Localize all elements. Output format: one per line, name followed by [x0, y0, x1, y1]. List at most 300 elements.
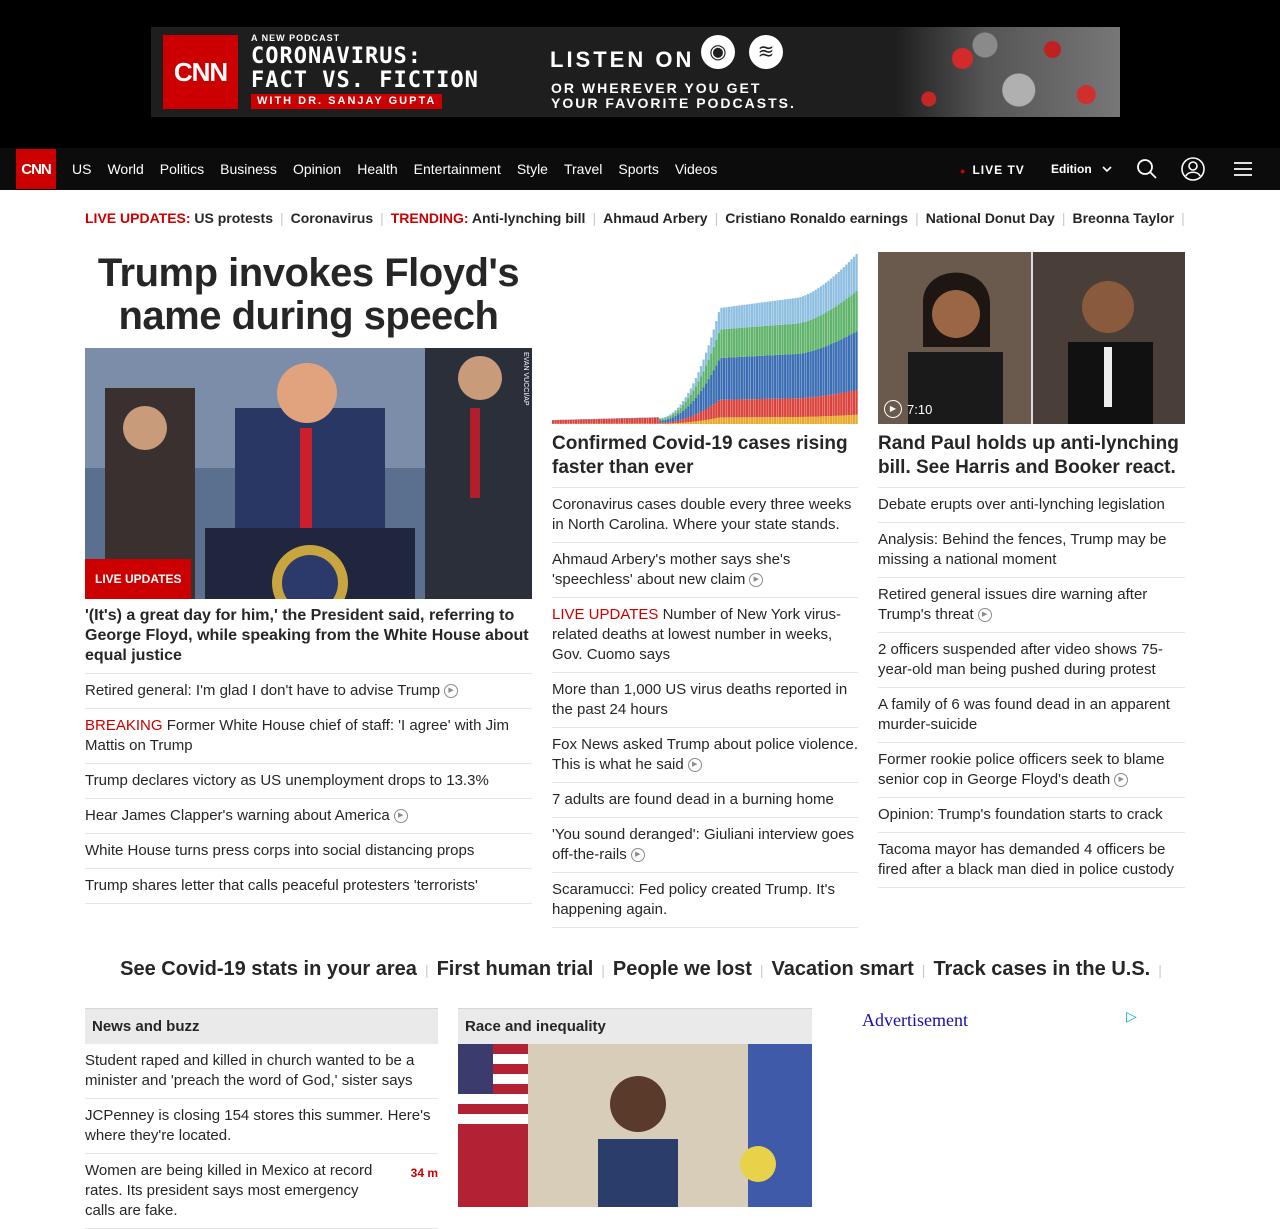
chart-bar-segment [695, 378, 697, 386]
chart-bar-segment [789, 324, 791, 354]
chart-bar-segment [853, 333, 855, 391]
chart-bar-segment [682, 401, 684, 405]
news-story[interactable] [85, 1154, 438, 1229]
chart-bar-segment [774, 399, 776, 417]
video-play-icon: ▶ [631, 848, 645, 862]
ad-or-line-1: OR WHEREVER YOU GET [551, 81, 796, 96]
chart-bar-segment [733, 417, 735, 424]
chart-bar-segment [731, 306, 733, 328]
chart-bar-segment [731, 329, 733, 358]
chart-bar-segment [766, 399, 768, 417]
chart-bar-segment [838, 341, 840, 394]
chart-bar-segment [680, 413, 682, 420]
chart-bar-segment [746, 357, 748, 400]
chart-bar-segment [845, 265, 847, 299]
chart-bar-segment [845, 392, 847, 415]
chart-bar-segment [825, 312, 827, 346]
right-story-list [878, 488, 1185, 888]
chart-bar-segment [817, 397, 819, 417]
chart-bar-segment [736, 306, 738, 328]
chart-bar-segment [713, 404, 715, 418]
chart-bar-segment [753, 417, 755, 424]
chart-bar-segment [784, 324, 786, 354]
chart-bar-segment [713, 419, 715, 424]
chart-bar-segment [815, 417, 817, 424]
trending-live-topic[interactable]: US protests [194, 210, 273, 226]
chart-bar-segment [820, 315, 822, 348]
lead-headline[interactable]: Trump invokes Floyd's name during speech [85, 252, 532, 338]
feature-link[interactable]: See Covid-19 stats in your area [120, 958, 417, 980]
story-link[interactable] [552, 783, 858, 818]
chart-bar-segment [753, 399, 755, 417]
chart-bar-segment [738, 399, 740, 417]
chart-bar-segment [782, 399, 784, 417]
chart-bar-segment [792, 354, 794, 398]
story-text: Trump shares letter that calls peaceful protesters 'terrorists' [85, 877, 478, 894]
chart-bar-segment [659, 419, 661, 421]
chart-bar-segment [838, 304, 840, 340]
news-story[interactable] [85, 1044, 438, 1099]
chart-bar-segment [769, 417, 771, 424]
chart-bar-segment [733, 357, 735, 399]
chart-bar-segment [664, 420, 666, 423]
chart-bar-segment [733, 328, 735, 357]
story-link[interactable] [878, 743, 1185, 798]
chart-bar-segment [715, 321, 717, 340]
chart-bar-segment [756, 327, 758, 356]
chart-bar-segment [807, 417, 809, 424]
chart-bar-segment [848, 415, 850, 424]
chart-bar-segment [723, 358, 725, 400]
story-text: 7 adults are found dead in a burning home [552, 791, 834, 808]
feature-link[interactable]: First human trial [437, 958, 594, 980]
chart-bar-segment [787, 354, 789, 398]
chart-bar-segment [708, 379, 710, 407]
news-story-text: Student raped and killed in church wanted to be a minister and 'preach the word of God,' sister says [85, 1051, 438, 1091]
chart-bar-segment [736, 357, 738, 399]
chart-bar-segment [674, 413, 676, 416]
nav-item-videos[interactable]: Videos [675, 161, 718, 177]
chart-bar-segment [784, 417, 786, 424]
lead-column [85, 252, 532, 904]
trending-item[interactable]: Cristiano Ronaldo earnings [725, 210, 908, 226]
chart-bar-segment [572, 420, 574, 424]
chart-bar-segment [807, 398, 809, 417]
chart-bar-segment [733, 306, 735, 328]
race-and-inequality-title[interactable]: Race and inequality [458, 1008, 812, 1044]
story-link[interactable] [552, 728, 858, 783]
chart-bar-segment [769, 301, 771, 325]
chart-bar-segment [792, 324, 794, 354]
chart-bar-segment [833, 308, 835, 343]
chart-headline[interactable]: Confirmed Covid-19 cases rising faster than ever [552, 424, 858, 488]
chart-bar-segment [687, 393, 689, 398]
trending-item[interactable]: Ahmaud Arbery [603, 210, 708, 226]
chart-bar-segment [705, 366, 707, 384]
chart-bar-segment [794, 417, 796, 424]
story-text: Former White House chief of staff: 'I agree' with Jim Mattis on Trump [85, 717, 509, 754]
podcast-ad-banner[interactable] [151, 27, 1120, 117]
chart-bar-segment [708, 408, 710, 420]
chart-bar-segment [843, 301, 845, 338]
chart-bar-segment [723, 417, 725, 424]
chart-bar-segment [702, 420, 704, 424]
divider: | [592, 210, 596, 226]
chart-bar-segment [804, 398, 806, 417]
story-text: Hear James Clapper's warning about America [85, 807, 390, 824]
story-link[interactable] [85, 834, 532, 869]
news-and-buzz-section [85, 1008, 438, 1229]
chart-bar-segment [705, 409, 707, 420]
chart-bar-segment [680, 423, 682, 424]
chart-bar-segment [761, 399, 763, 417]
story-link[interactable] [85, 799, 532, 834]
live-dot-icon: ● [960, 166, 966, 176]
chart-bar-segment [833, 416, 835, 424]
divider: | [715, 210, 719, 226]
chart-bar-segment [807, 294, 809, 321]
chart-bar-segment [621, 418, 623, 423]
lead-summary[interactable]: '(It's) a great day for him,' the President said, referring to George Floyd, while speaking from the White House about equal justice [85, 599, 532, 674]
story-text: 'You sound deranged': Giuliani interview goes off-the-rails [552, 826, 854, 863]
chart-bar-segment [787, 398, 789, 417]
story-link[interactable] [878, 523, 1185, 578]
rand-paul-video[interactable] [878, 252, 1185, 424]
chart-bar-segment [588, 419, 590, 423]
chart-bar-segment [843, 393, 845, 416]
chart-bar-segment [804, 295, 806, 322]
chart-bar-segment [736, 328, 738, 357]
chart-bar-segment [674, 423, 676, 424]
chart-bar-segment [797, 298, 799, 324]
chart-bar-segment [753, 303, 755, 326]
search-icon[interactable] [1134, 156, 1160, 182]
nav-item-business[interactable]: Business [220, 161, 277, 177]
news-story-text: JCPenney is closing 154 stores this summer. Here's where they're located. [85, 1106, 438, 1146]
nav-item-us[interactable]: US [72, 161, 91, 177]
ad-headline-2: FACT VS. FICTION [251, 68, 479, 93]
chart-bar-segment [593, 419, 595, 424]
chart-bar-segment [764, 417, 766, 424]
chart-bar-segment [720, 400, 722, 418]
nav-item-world[interactable]: World [107, 161, 143, 177]
chart-bar-segment [835, 394, 837, 416]
story-link[interactable] [552, 598, 858, 673]
chart-bar-segment [669, 416, 671, 418]
story-link[interactable] [552, 488, 858, 543]
story-link[interactable] [552, 818, 858, 873]
news-story-list [85, 1044, 438, 1229]
chart-bar-segment [741, 357, 743, 400]
breonna-taylor-photo[interactable] [458, 1044, 812, 1207]
covid-chart[interactable] [552, 252, 858, 424]
nav-item-entertainment[interactable]: Entertainment [414, 161, 501, 177]
chart-bar-segment [855, 291, 857, 331]
news-story[interactable] [85, 1099, 438, 1154]
live-updates-badge: LIVE UPDATES [85, 559, 191, 599]
story-link[interactable] [552, 873, 858, 928]
ad-headline-1: CORONAVIRUS: [251, 44, 422, 69]
cnn-logo[interactable]: CNN [16, 149, 56, 189]
chart-bar-segment [743, 417, 745, 424]
chart-bar-segment [810, 417, 812, 424]
chart-bar-segment [840, 416, 842, 424]
chart-bar-segment [685, 409, 687, 419]
story-link[interactable] [85, 709, 532, 764]
menu-icon[interactable] [1230, 156, 1256, 182]
chart-bar-segment [848, 392, 850, 416]
news-story-text: Women are being killed in Mexico at record rates. Its president says most emergency calls are fake. [85, 1161, 438, 1221]
feature-links [85, 958, 1205, 981]
chart-bar-segment [807, 321, 809, 352]
chart-bar-segment [713, 329, 715, 346]
chart-bar-segment [827, 416, 829, 424]
trending-item[interactable]: Anti-lynching bill [472, 210, 586, 226]
chart-bar-segment [825, 416, 827, 424]
story-link[interactable] [878, 488, 1185, 523]
chart-bar-segment [626, 418, 628, 423]
chart-bar-segment [756, 399, 758, 417]
nav-item-politics[interactable]: Politics [160, 161, 204, 177]
chart-bar-segment [787, 324, 789, 354]
chart-bar-segment [651, 418, 653, 424]
chart-bar-segment [672, 423, 674, 424]
chart-bar-segment [764, 326, 766, 356]
chart-bar-segment [728, 329, 730, 358]
chart-bar-segment [700, 366, 702, 376]
story-link[interactable] [85, 674, 532, 709]
story-link[interactable] [878, 578, 1185, 633]
chart-bar-segment [764, 399, 766, 417]
chart-bar-segment [853, 293, 855, 333]
chart-bar-segment [590, 419, 592, 424]
chart-bar-segment [789, 354, 791, 398]
chart-bar-segment [751, 417, 753, 424]
live-tv-link[interactable] [960, 163, 1025, 177]
chart-bar-segment [728, 400, 730, 418]
lead-story-list [85, 674, 532, 904]
feature-link[interactable]: Track cases in the U.S. [933, 958, 1150, 980]
chart-bar-segment [685, 402, 687, 409]
trending-item[interactable]: National Donut Day [926, 210, 1055, 226]
chart-bar-segment [779, 300, 781, 325]
nav-item-health[interactable]: Health [357, 161, 397, 177]
chart-bar-segment [840, 270, 842, 303]
chart-bar-segment [804, 417, 806, 424]
story-text: Scaramucci: Fed policy created Trump. It's happening again. [552, 881, 835, 918]
chart-bar-segment [560, 420, 562, 424]
edition-label: Edition [1051, 162, 1092, 176]
video-play-icon: ▶ [1114, 773, 1128, 787]
trending-coronavirus[interactable]: Coronavirus [291, 210, 373, 226]
story-text: Trump declares victory as US unemployment drops to 13.3% [85, 772, 489, 789]
chart-bar-segment [680, 420, 682, 423]
nav-item-style[interactable]: Style [517, 161, 548, 177]
trending-label: TRENDING: [391, 210, 469, 226]
chart-bar-segment [843, 267, 845, 301]
chart-bar-segment [738, 328, 740, 357]
chart-bar-segment [782, 355, 784, 399]
chart-bar-segment [761, 417, 763, 424]
story-link[interactable] [85, 869, 532, 904]
chart-bar-segment [822, 416, 824, 424]
chart-bar-segment [850, 334, 852, 391]
divider: | [280, 210, 284, 226]
chart-bar-segment [595, 419, 597, 424]
chart-bar-segment [598, 419, 600, 424]
chart-bar-segment [827, 345, 829, 395]
chart-bar-segment [753, 356, 755, 399]
story-link[interactable] [552, 673, 858, 728]
chart-bar-segment [845, 415, 847, 424]
chart-bar-segment [674, 416, 676, 421]
chart-bar-segment [565, 420, 567, 424]
chart-bar-segment [820, 286, 822, 315]
race-and-inequality-section [458, 1008, 812, 1207]
chart-bar-segment [784, 299, 786, 324]
chart-bar-segment [725, 417, 727, 424]
chart-bar-segment [697, 372, 699, 381]
story-timestamp: 34 m [411, 1163, 438, 1183]
divider: | [915, 210, 919, 226]
divider: | [1181, 210, 1185, 226]
photo [458, 1044, 812, 1207]
story-link[interactable] [878, 633, 1185, 688]
chart-bar-segment [695, 386, 697, 397]
chart-bar-segment [687, 398, 689, 406]
chart-bar-segment [695, 398, 697, 415]
chart-bar-segment [797, 354, 799, 398]
trending-items [472, 210, 1192, 226]
chart-bar-segment [552, 420, 554, 424]
chart-bar-segment [746, 327, 748, 356]
chart-bar-segment [575, 420, 577, 424]
chart-bar-segment [779, 325, 781, 355]
chart-bar-segment [702, 371, 704, 387]
chart-bar-segment [776, 355, 778, 399]
story-text: Retired general issues dire warning after Trump's threat [878, 586, 1147, 623]
chart-bar-segment [794, 398, 796, 417]
feature-link[interactable]: People we lost [613, 958, 752, 980]
chart-bar-segment [794, 324, 796, 354]
chart-bar-segment [756, 417, 758, 424]
chart-bar-segment [715, 403, 717, 419]
nav-item-sports[interactable]: Sports [618, 161, 658, 177]
chart-bar-segment [723, 329, 725, 358]
chart-bar-segment [792, 298, 794, 323]
story-text: Analysis: Behind the fences, Trump may be missing a national moment [878, 531, 1166, 568]
story-link[interactable] [85, 764, 532, 799]
chart-bar-segment [715, 418, 717, 424]
nav-item-opinion[interactable]: Opinion [293, 161, 341, 177]
chart-bar-segment [741, 328, 743, 357]
video-play-icon: ▶ [444, 684, 458, 698]
chart-bar-segment [820, 396, 822, 416]
chart-bar-segment [669, 423, 671, 424]
edition-dropdown[interactable] [1051, 162, 1112, 176]
chart-bar-segment [606, 419, 608, 424]
middle-story-list [552, 488, 858, 928]
chart-bar-segment [659, 418, 661, 419]
chart-bar-segment [662, 423, 664, 424]
chart-bar-segment [741, 399, 743, 417]
spotify-icon: ≋ [749, 35, 783, 69]
chart-bar-segment [682, 411, 684, 419]
nav-item-travel[interactable]: Travel [564, 161, 602, 177]
trending-item[interactable]: Breonna Taylor [1072, 210, 1174, 226]
chart-bar-segment [728, 358, 730, 400]
chart-bar-segment [756, 303, 758, 326]
story-link[interactable] [552, 543, 858, 598]
chart-bar-segment [636, 418, 638, 424]
chart-bar-segment [748, 304, 750, 327]
main-nav [0, 148, 1280, 190]
chart-bar-segment [835, 306, 837, 342]
photo-credit: EVAN VUCCI/AP [522, 352, 529, 406]
chart-bar-segment [799, 354, 801, 399]
chart-bar-segment [674, 421, 676, 423]
chart-bar-segment [616, 419, 618, 424]
chart-bar-segment [825, 283, 827, 313]
chart-bar-segment [855, 331, 857, 390]
news-and-buzz-title[interactable]: News and buzz [85, 1008, 438, 1044]
chart-bar-segment [725, 358, 727, 400]
account-icon[interactable] [1180, 156, 1206, 182]
chart-bar-segment [797, 417, 799, 424]
chart-bar-segment [802, 353, 804, 398]
chart-bar-segment [838, 393, 840, 415]
chart-bar-segment [817, 317, 819, 349]
chart-bar-segment [555, 420, 557, 424]
ad-choices-icon[interactable]: ▷ [1126, 1008, 1137, 1025]
chart-bar-segment [669, 422, 671, 423]
chart-bar-segment [817, 288, 819, 316]
chart-bar-segment [720, 308, 722, 330]
feature-link[interactable]: Vacation smart [772, 958, 914, 980]
lead-image[interactable] [85, 348, 532, 599]
chart-bar-segment [611, 419, 613, 424]
video-headline[interactable]: Rand Paul holds up anti-lynching bill. See Harris and Booker react. [878, 424, 1185, 488]
story-text: Debate erupts over anti-lynching legislation [878, 496, 1165, 513]
chart-bar-segment [608, 419, 610, 424]
chart-bar-segment [708, 420, 710, 424]
story-link[interactable] [878, 798, 1185, 833]
chart-bar-segment [855, 254, 857, 291]
chart-bar-segment [705, 420, 707, 424]
chart-bar-segment [697, 413, 699, 421]
chart-bar-segment [774, 325, 776, 355]
divider: | [1062, 210, 1066, 226]
chart-bar-segment [718, 360, 720, 400]
chart-bar-segment [810, 397, 812, 416]
chart-bar-segment [779, 355, 781, 399]
chart-bar-segment [649, 418, 651, 424]
chart-bar-segment [810, 351, 812, 397]
story-link[interactable] [878, 833, 1185, 888]
chart-bar-segment [766, 417, 768, 424]
video-play-icon: ▶ [688, 758, 702, 772]
story-text: Coronavirus cases double every three weeks in North Carolina. Where your state stands. [552, 496, 851, 533]
right-column [878, 252, 1185, 888]
chart-bar-segment [657, 418, 659, 424]
story-link[interactable] [878, 688, 1185, 743]
chart-bar-segment [822, 347, 824, 396]
chart-bar-segment [812, 319, 814, 351]
story-text: Former rookie police officers seek to blame senior cop in George Floyd's death [878, 751, 1165, 788]
chart-bar-segment [710, 338, 712, 354]
chart-bar-segment [799, 323, 801, 354]
chart-bar-segment [835, 274, 837, 306]
